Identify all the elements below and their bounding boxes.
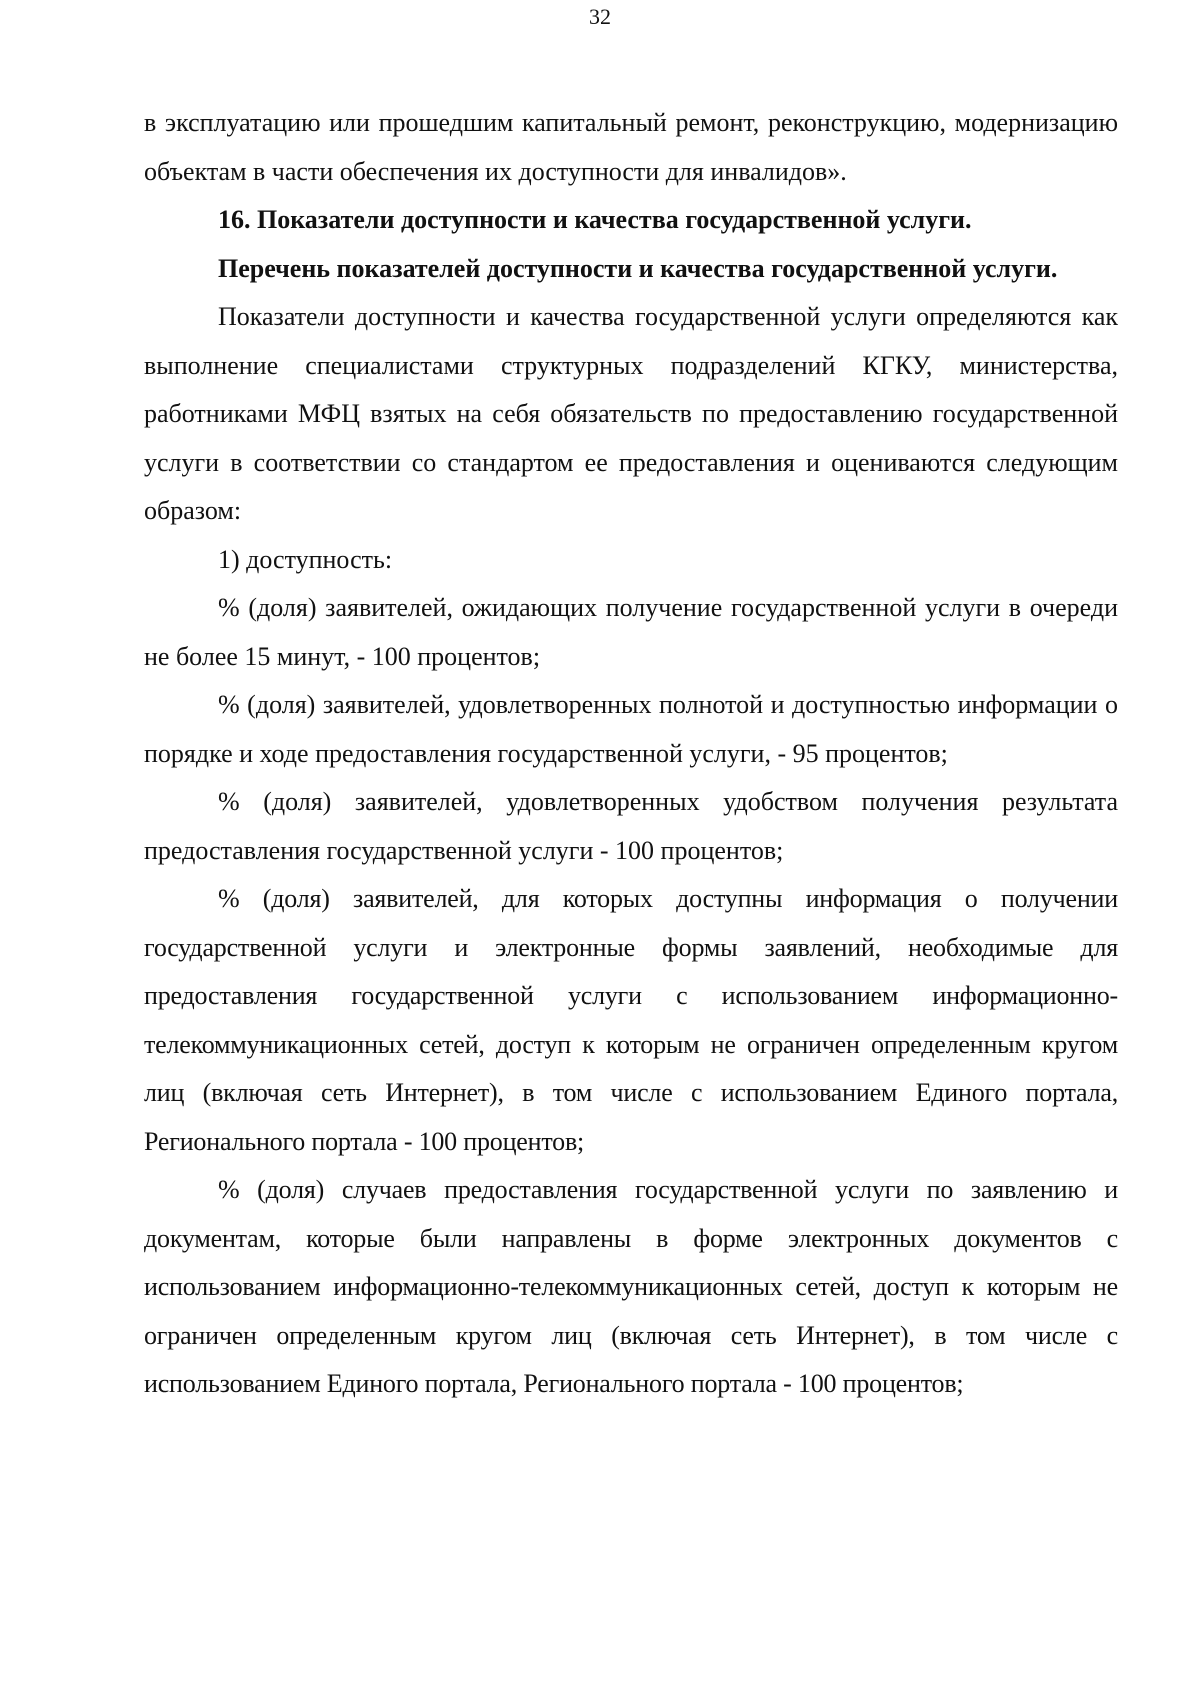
paragraph-information-indicator: % (доля) заявителей, удовлетворенных полнотой и доступностью информации о порядке и ходе предоставления государственной услуги, - 95 процентов;: [144, 690, 1118, 768]
document-body: [144, 99, 1118, 1409]
subsection-heading: Перечень показателей доступности и качества государственной услуги.: [218, 253, 1058, 283]
paragraph-accessibility-label: 1) доступность:: [218, 544, 393, 574]
paragraph-online-access-indicator: % (доля) заявителей, для которых доступны информация о получении государственной услуги и электронные формы заявлений, необходимые для предоставления государственной услуги с использованием информационно-телекоммуникационных сетей, доступ к которым не ограничен определенным кругом лиц (включая сеть Интернет), в том числе с использованием Единого портала, Регионального портала - 100 процентов;: [144, 884, 1118, 1156]
page-number: 32: [589, 4, 611, 29]
paragraph-convenience-indicator: % (доля) заявителей, удовлетворенных удобством получения результата предоставления государственной услуги - 100 процентов;: [144, 787, 1118, 865]
paragraph-queue-indicator: % (доля) заявителей, ожидающих получение государственной услуги в очереди не более 15 минут, - 100 процентов;: [144, 593, 1118, 671]
paragraph-indicators-definition: Показатели доступности и качества государственной услуги определяются как выполнение специалистами структурных подразделений КГКУ, министерства, работниками МФЦ взятых на себя обязательств по предоставлению государственной услуги в соответствии со стандартом ее предоставления и оцениваются следующим образом:: [144, 302, 1118, 525]
section-heading: 16. Показатели доступности и качества государственной услуги.: [218, 205, 972, 234]
paragraph-electronic-documents-indicator: % (доля) случаев предоставления государственной услуги по заявлению и документам, которые были направлены в форме электронных документов с использованием информационно-телекоммуникационных сетей, доступ к которым не ограничен определенным кругом лиц (включая сеть Интернет), в том числе с использованием Единого портала, Регионального портала - 100 процентов;: [144, 1175, 1118, 1398]
paragraph-continuation: в эксплуатацию или прошедшим капитальный ремонт, реконструкцию, модернизацию объектам в части обеспечения их доступности для инвалидов».: [144, 108, 1118, 186]
